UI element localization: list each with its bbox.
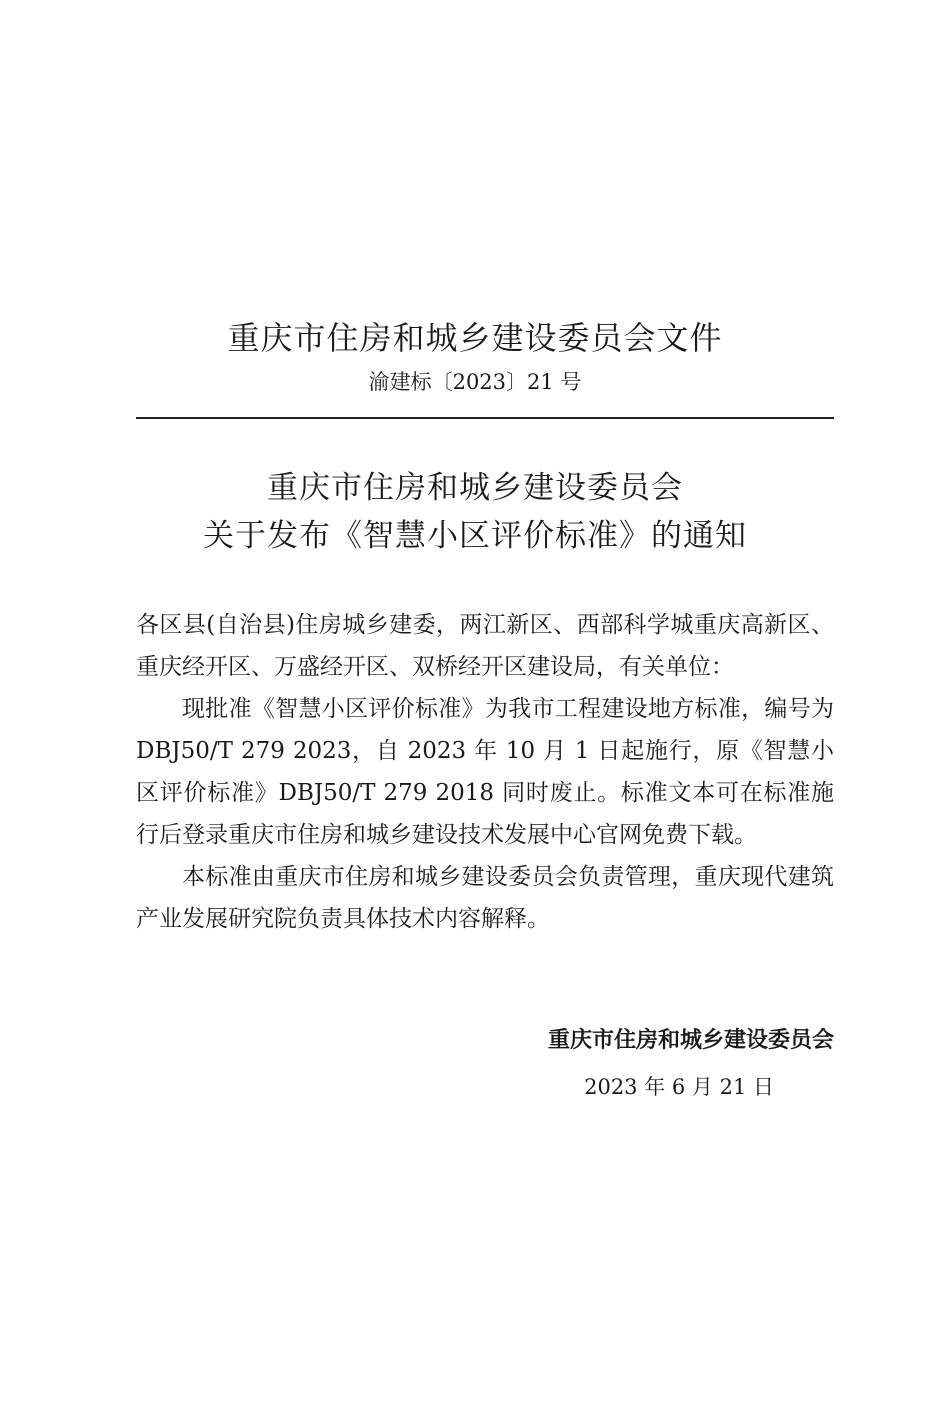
body-paragraph-1: 现批准《智慧小区评价标准》为我市工程建设地方标准，编号为 DBJ50/T 279 2023，自 2023 年 10 月 1 日起施行，原《智慧小区评价标准》DBJ50/T 279 2018 同时废止。标准文本可在标准施行后登录重庆市住房和城乡建设技术发展中心官网免费下载。 (136, 696, 834, 848)
header-divider (136, 417, 834, 419)
notice-title-line2: 关于发布《智慧小区评价标准》的通知 (203, 518, 747, 554)
recipients-paragraph: 各区县(自治县)住房城乡建委，两江新区、西部科学城重庆高新区、重庆经开区、万盛经开区、双桥经开区建设局，有关单位： (136, 612, 834, 680)
signature-organization: 重庆市住房和城乡建设委员会 (547, 1028, 834, 1053)
issuer-title: 重庆市住房和城乡建设委员会文件 (227, 319, 723, 357)
notice-title-line1: 重庆市住房和城乡建设委员会 (267, 470, 683, 506)
body-paragraph-2: 本标准由重庆市住房和城乡建设委员会负责管理，重庆现代建筑产业发展研究院负责具体技术内容解释。 (136, 864, 834, 932)
document-number: 渝建标〔2023〕21 号 (368, 370, 582, 394)
notice-body (136, 604, 834, 940)
signature-date: 2023 年 6 月 21 日 (584, 1075, 774, 1099)
